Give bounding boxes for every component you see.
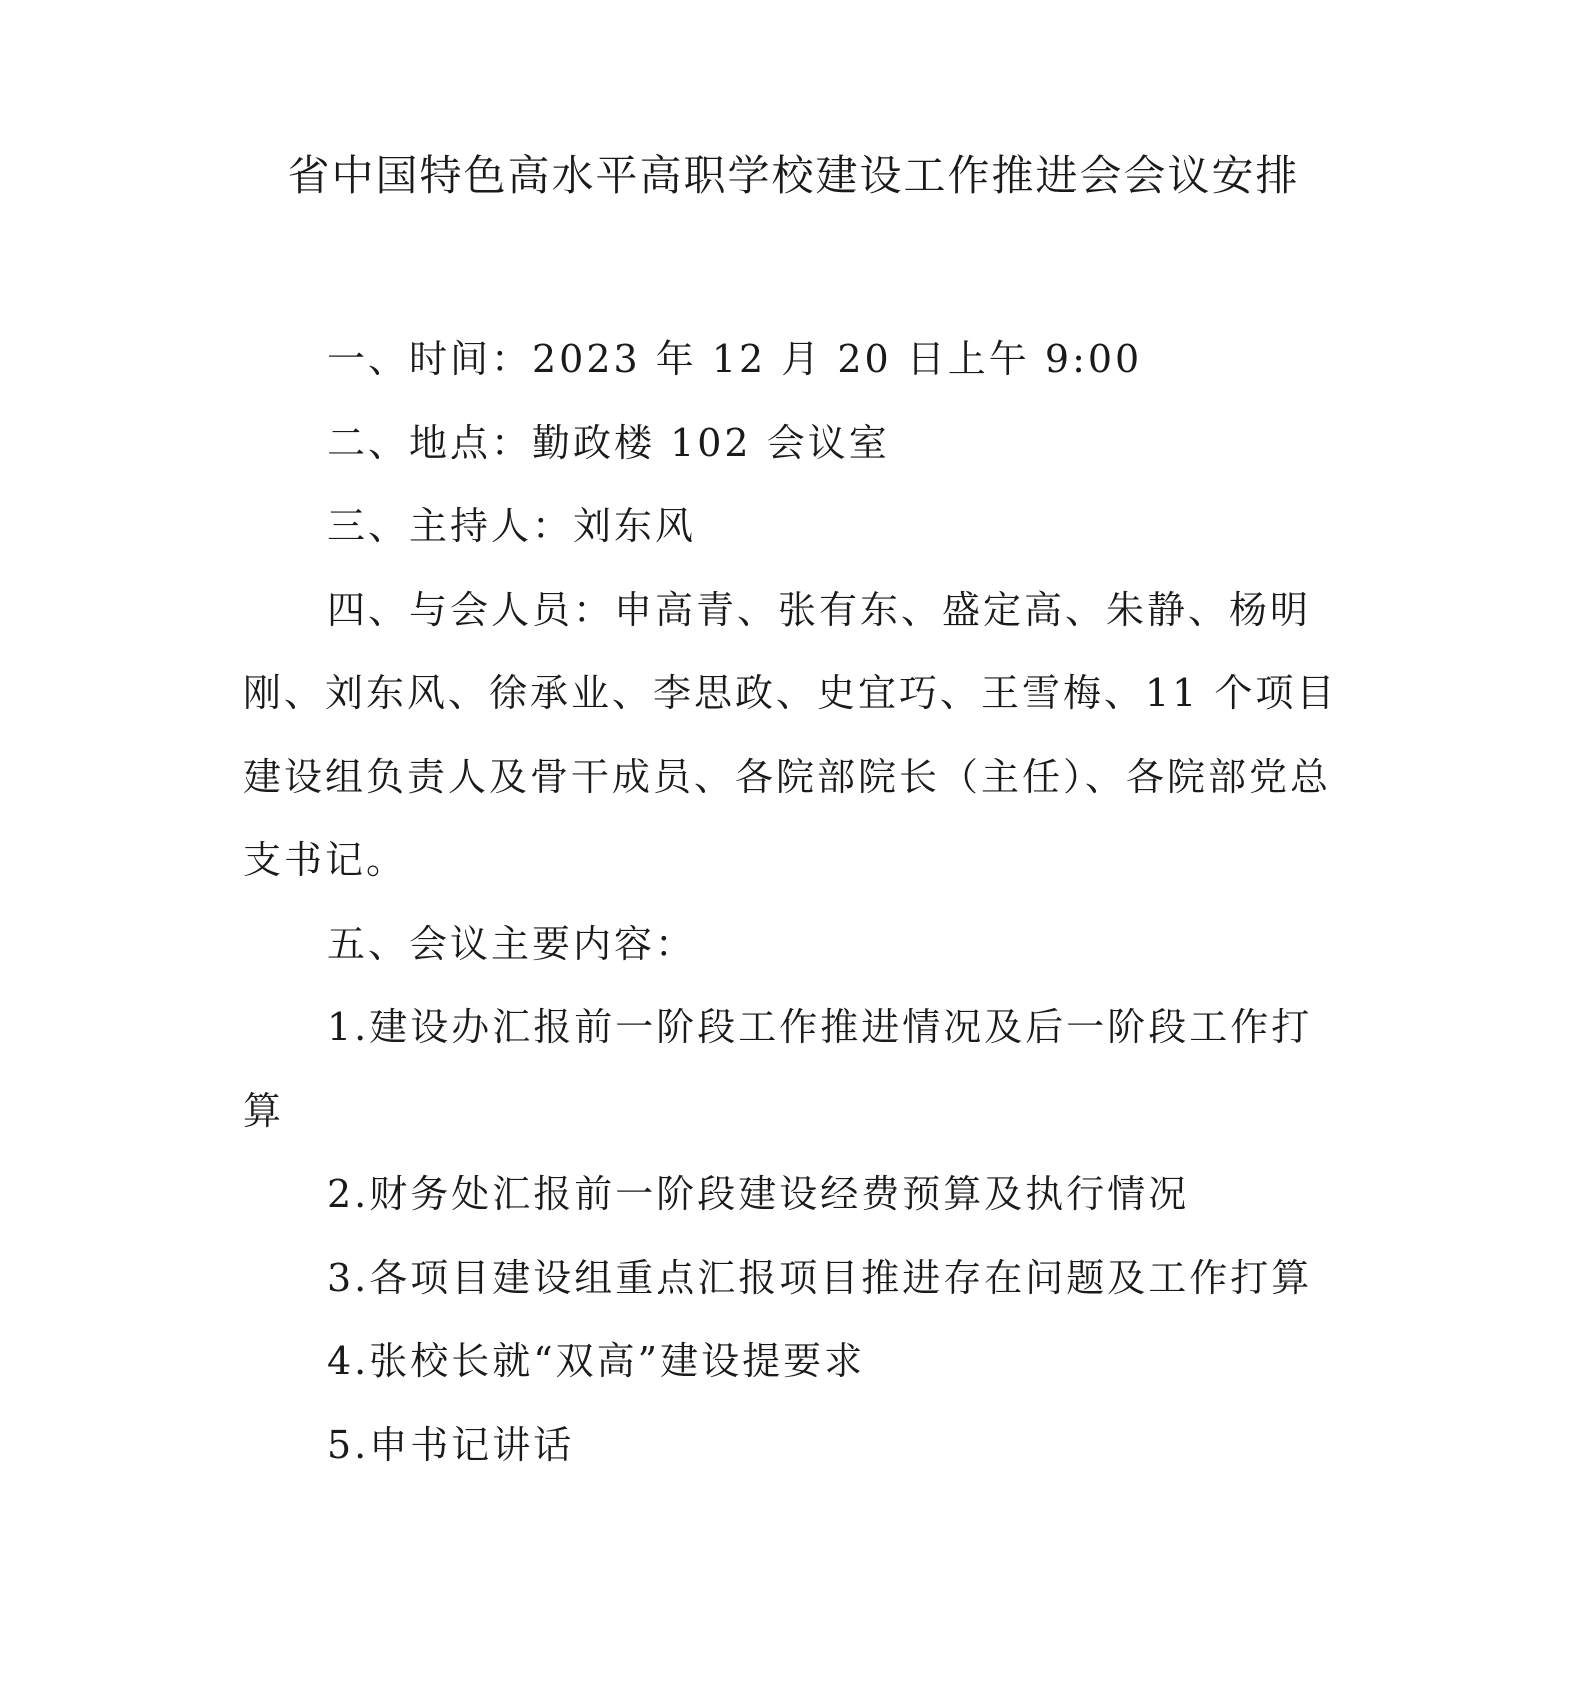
document-title: 省中国特色高水平高职学校建设工作推进会会议安排 <box>287 151 1300 200</box>
meeting-host: 三、主持人：刘东风 <box>327 504 697 548</box>
meeting-time: 一、时间：2023 年 12 月 20 日上午 9:00 <box>327 337 1143 381</box>
document-body <box>243 318 1353 1487</box>
meeting-place: 二、地点：勤政楼 102 会议室 <box>327 420 890 465</box>
agenda-item-1: 1.建设办汇报前一阶段工作推进情况及后一阶段工作打算 <box>243 1005 1313 1133</box>
agenda-item-3: 3.各项目建设组重点汇报项目推进存在问题及工作打算 <box>327 1255 1313 1300</box>
meeting-attendees: 四、与会人员：申高青、张有东、盛定高、朱静、杨明刚、刘东风、徐承业、李思政、史宜巧、王雪梅、11 个项目建设组负责人及骨干成员、各院部院长（主任）、各院部党总支书记。 <box>243 587 1338 882</box>
meeting-content-heading: 五、会议主要内容： <box>327 921 697 966</box>
agenda-item-4: 4.张校长就“双高”建设提要求 <box>327 1339 866 1383</box>
agenda-item-2: 2.财务处汇报前一阶段建设经费预算及执行情况 <box>327 1172 1190 1216</box>
agenda-item-5: 5.申书记讲话 <box>327 1422 575 1467</box>
